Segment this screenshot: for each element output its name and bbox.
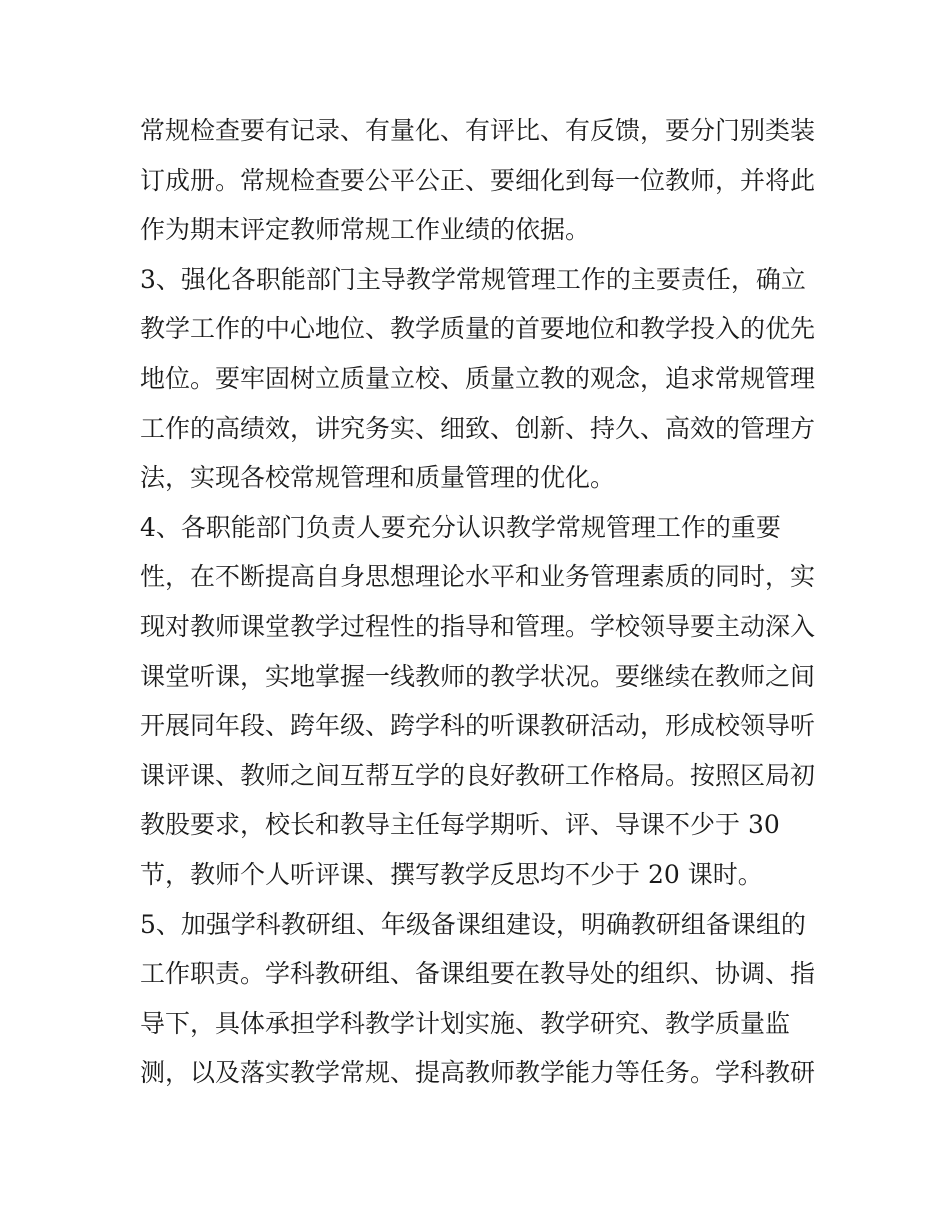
- text-line: 5、加强学科教研组、年级备课组建设，明确教研组备课组的: [140, 909, 806, 939]
- text-line: 作为期末评定教师常规工作业绩的依据。: [140, 215, 591, 245]
- text-line: 测，以及落实教学常规、提高教师教学能力等任务。学科教研: [140, 1058, 816, 1088]
- text-line: 常规检查要有记录、有量化、有评比、有反馈，要分门别类装: [140, 116, 816, 145]
- document-body: [140, 106, 820, 1098]
- text-line: 工作的高绩效，讲究务实、细致、创新、持久、高效的管理方: [140, 413, 816, 443]
- text-line: 课堂听课，实地掌握一线教师的教学状况。要继续在教师之间: [140, 661, 816, 691]
- text-line: 课评课、教师之间互帮互学的良好教研工作格局。按照区局初: [140, 760, 816, 790]
- text-line: 教股要求，校长和教导主任每学期听、评、导课不少于 30: [140, 810, 780, 840]
- text-line: 法，实现各校常规管理和质量管理的优化。: [140, 463, 616, 493]
- text-line: 导下，具体承担学科教学计划实施、教学研究、教学质量监: [140, 1008, 791, 1038]
- text-line: 现对教师课堂教学过程性的指导和管理。学校领导要主动深入: [140, 611, 816, 641]
- text-line: 性，在不断提高自身思想理论水平和业务管理素质的同时，实: [140, 562, 816, 592]
- text-line: 节，教师个人听评课、撰写教学反思均不少于 20 课时。: [140, 859, 763, 889]
- text-line: 订成册。常规检查要公平公正、要细化到每一位教师，并将此: [140, 165, 816, 195]
- text-line: 3、强化各职能部门主导教学常规管理工作的主要责任，确立: [140, 264, 806, 294]
- text-line: 教学工作的中心地位、教学质量的首要地位和教学投入的优先: [140, 314, 816, 344]
- text-line: 地位。要牢固树立质量立校、质量立教的观念，追求常规管理: [140, 363, 816, 393]
- text-line: 工作职责。学科教研组、备课组要在教导处的组织、协调、指: [140, 959, 816, 989]
- text-line: 开展同年段、跨年级、跨学科的听课教研活动，形成校领导听: [140, 711, 816, 741]
- text-line: 4、各职能部门负责人要充分认识教学常规管理工作的重要: [140, 512, 781, 542]
